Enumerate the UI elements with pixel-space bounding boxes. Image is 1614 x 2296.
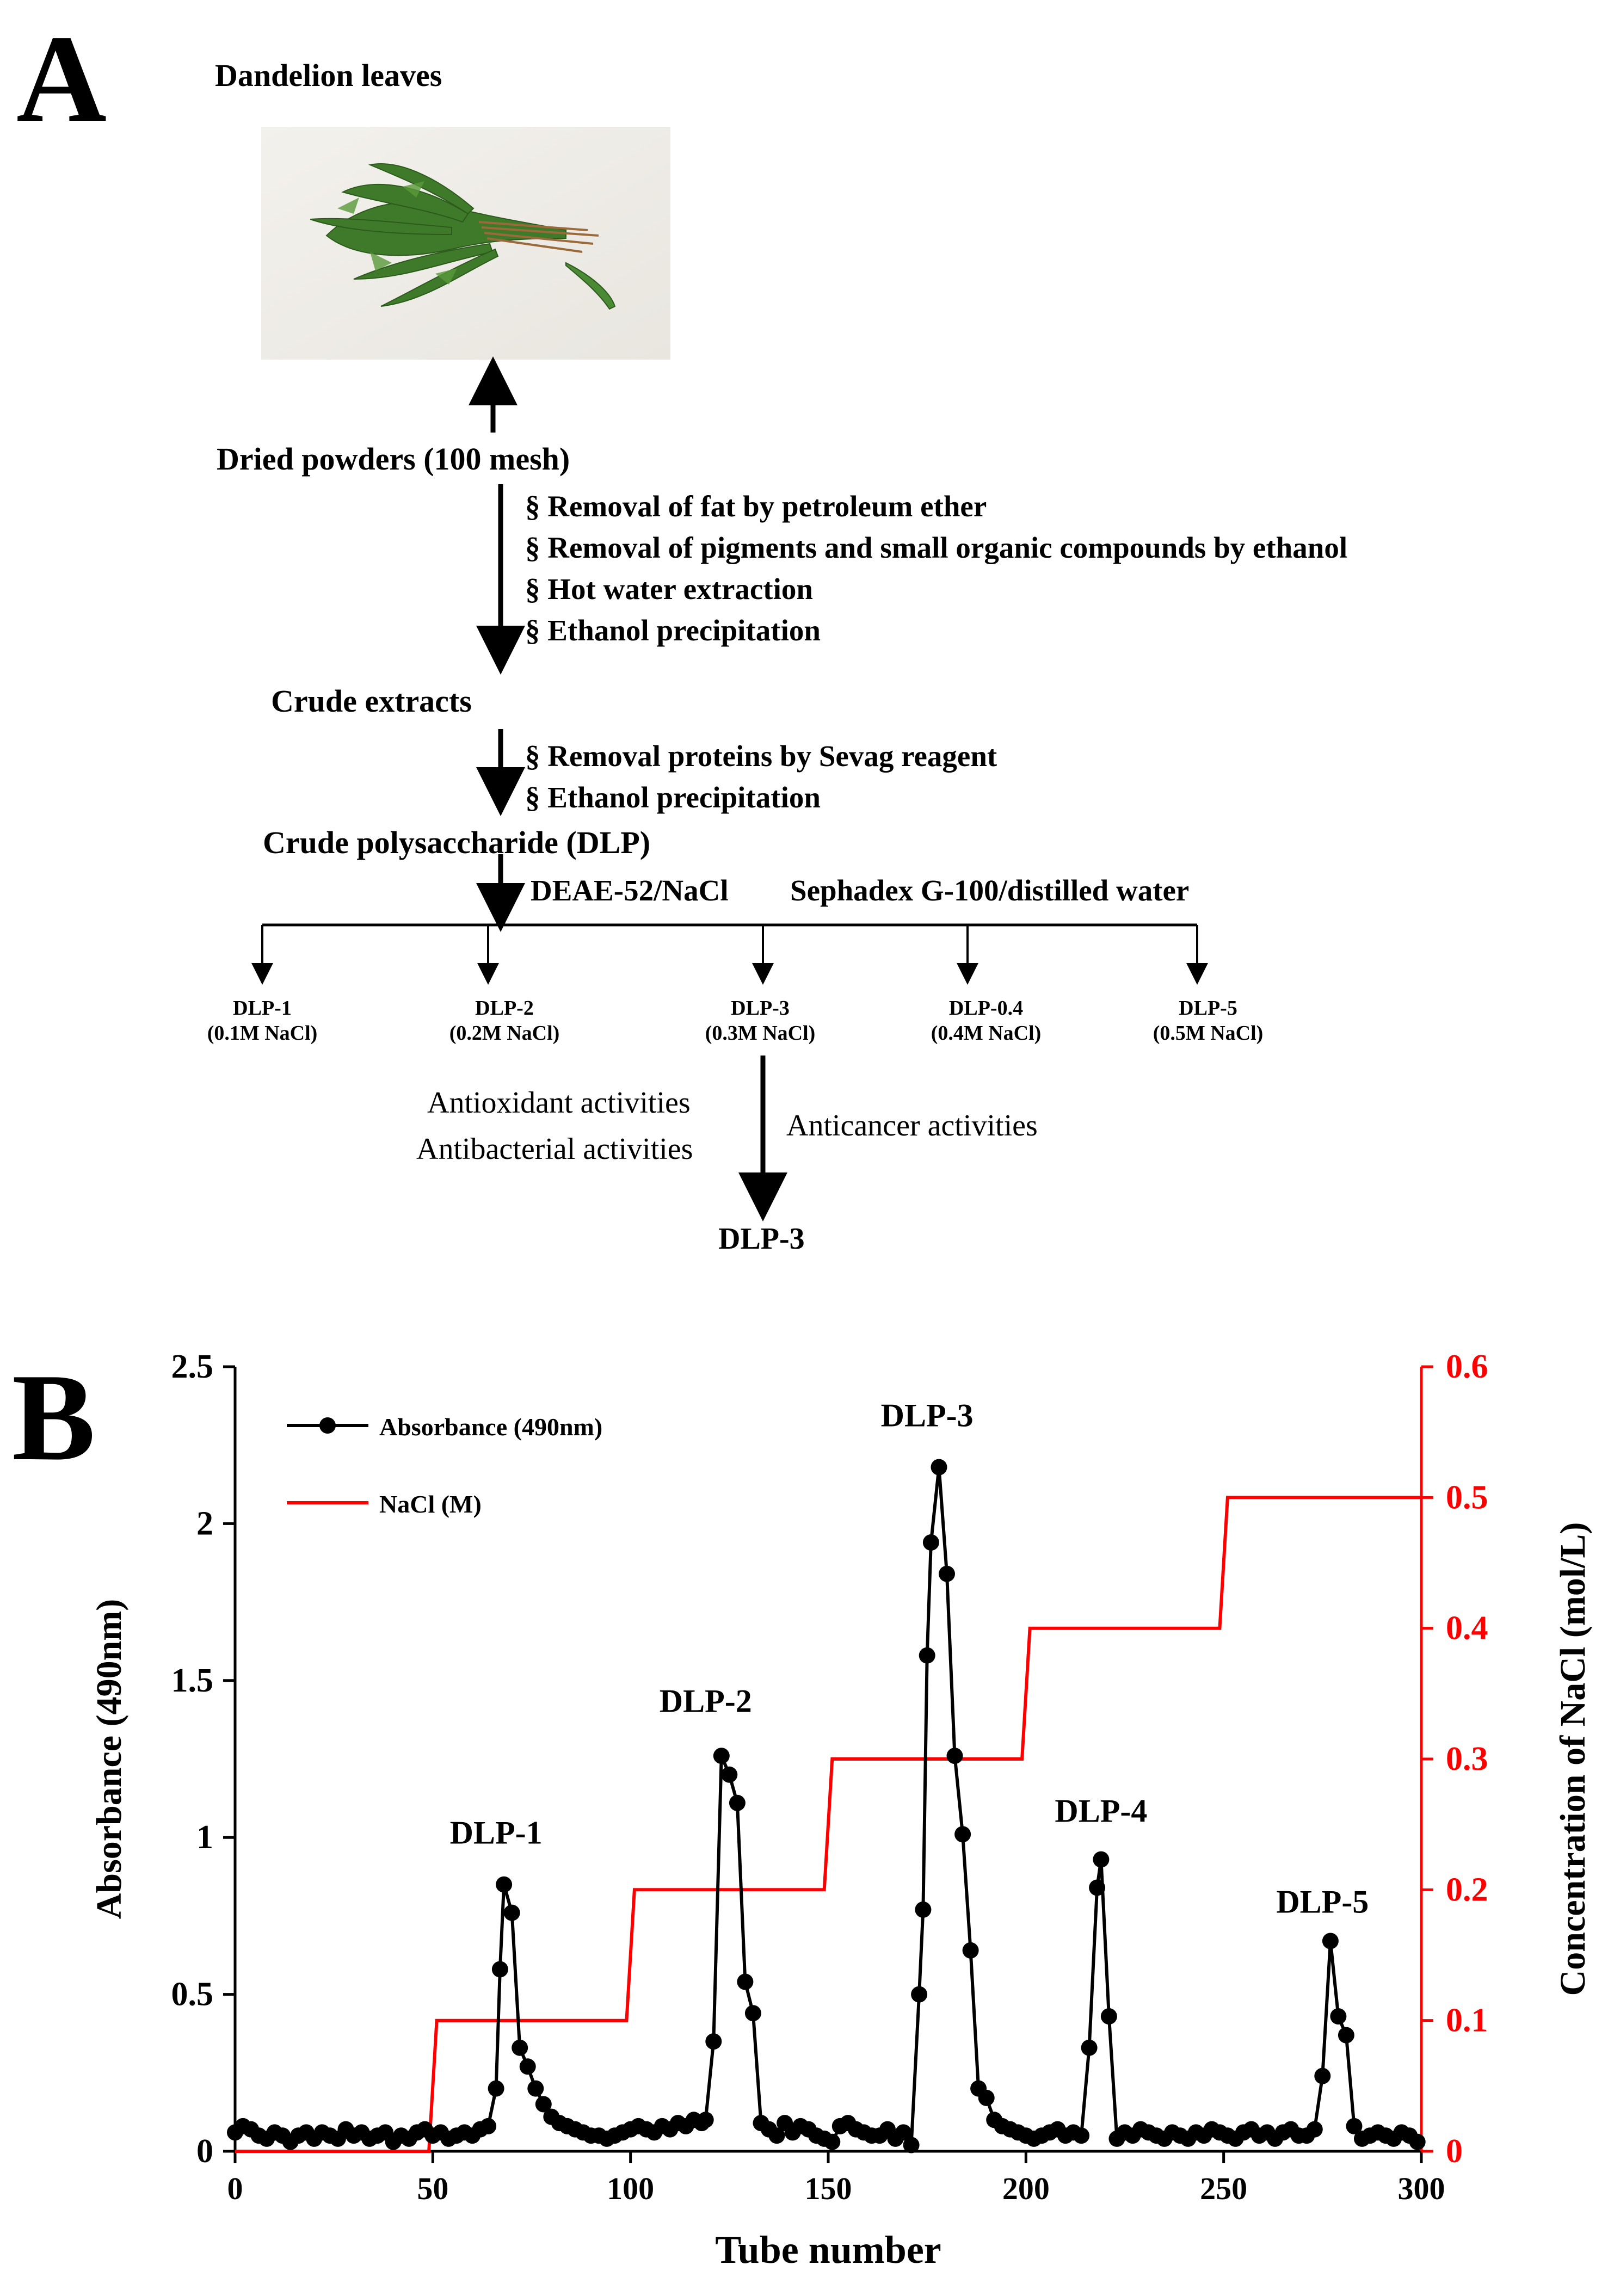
y-tick-label: 1.5	[171, 1662, 213, 1699]
absorbance-point	[1314, 2068, 1330, 2084]
y-tick-label: 0.5	[171, 1976, 213, 2013]
step-1-2: § Removal of pigments and small organic compounds by ethanol	[525, 531, 1348, 564]
absorbance-point	[963, 1942, 979, 1959]
panel-b-letter: B	[12, 1348, 96, 1486]
fraction-name: DLP-2	[475, 997, 534, 1020]
absorbance-point	[504, 1905, 520, 1921]
absorbance-point	[939, 1566, 955, 1582]
step-1-4: § Ethanol precipitation	[525, 614, 821, 647]
y2-tick-label: 0	[1446, 2133, 1463, 2170]
x-tick-label: 0	[227, 2171, 243, 2206]
fraction-condition: (0.3M NaCl)	[705, 1022, 816, 1045]
final-product-label: DLP-3	[718, 1222, 805, 1256]
y2-tick-label: 0.6	[1446, 1348, 1488, 1385]
fraction-name: DLP-3	[731, 997, 790, 1020]
absorbance-point	[488, 2081, 504, 2097]
absorbance-point	[919, 1647, 935, 1664]
absorbance-point	[713, 1748, 730, 1764]
y-tick-label: 0	[196, 2133, 213, 2170]
absorbance-point	[824, 2134, 840, 2150]
absorbance-point	[527, 2081, 544, 2097]
absorbance-point	[978, 2090, 995, 2106]
column-2-label: Sephadex G-100/distilled water	[790, 874, 1190, 907]
absorbance-point	[729, 1795, 746, 1811]
chart-legend	[287, 1413, 602, 1518]
fraction-name: DLP-5	[1179, 997, 1237, 1020]
absorbance-point	[1101, 2008, 1117, 2025]
chart-axes	[235, 1367, 1421, 2151]
x-tick-label: 150	[804, 2171, 852, 2206]
fraction-dlp-1	[153, 996, 371, 1046]
absorbance-point	[947, 1748, 963, 1764]
source-label: Dandelion leaves	[215, 58, 442, 93]
absorbance-point	[1338, 2027, 1354, 2044]
x-tick-label: 250	[1200, 2171, 1248, 2206]
chart-labels	[450, 1398, 1369, 1920]
y2-tick-label: 0.4	[1446, 1609, 1488, 1647]
absorbance-point	[737, 1974, 753, 1990]
y-tick-label: 2.5	[171, 1348, 213, 1385]
legend-nacl-label: NaCl (M)	[379, 1490, 482, 1518]
fraction-condition: (0.4M NaCl)	[931, 1022, 1042, 1045]
legend-absorbance-label: Absorbance (490nm)	[379, 1413, 603, 1441]
y2-tick-label: 0.5	[1446, 1479, 1488, 1516]
peak-label: DLP-3	[880, 1397, 974, 1434]
step-2-1: § Removal proteins by Sevag reagent	[525, 739, 997, 773]
absorbance-point	[931, 1459, 947, 1476]
absorbance-point	[1409, 2134, 1426, 2150]
panel-a-letter: A	[16, 9, 107, 148]
absorbance-point	[480, 2118, 496, 2134]
steps-2	[525, 736, 997, 818]
absorbance-point	[698, 2112, 714, 2128]
fraction-dlp-5	[1099, 996, 1317, 1046]
absorbance-point	[512, 2040, 528, 2056]
x-tick-label: 50	[417, 2171, 449, 2206]
absorbance-point	[923, 1534, 939, 1551]
crude-extracts-label: Crude extracts	[271, 683, 472, 719]
fraction-dlp-2	[396, 996, 613, 1046]
absorbance-point	[903, 2137, 920, 2153]
x-tick-label: 300	[1397, 2171, 1445, 2206]
absorbance-point	[492, 1961, 508, 1978]
absorbance-point	[915, 1902, 931, 1918]
step-1-1: § Removal of fat by petroleum ether	[525, 490, 987, 523]
fraction-condition: (0.5M NaCl)	[1153, 1022, 1264, 1045]
activity-antibacterial: Antibacterial activities	[416, 1132, 693, 1166]
crude-polysaccharide-label: Crude polysaccharide (DLP)	[263, 825, 651, 860]
y2-tick-label: 0.3	[1446, 1740, 1488, 1777]
absorbance-series	[227, 1459, 1426, 2153]
absorbance-point	[911, 1986, 927, 2003]
elution-chart	[0, 1306, 1614, 2296]
activity-antioxidant: Antioxidant activities	[427, 1086, 691, 1120]
absorbance-point	[745, 2005, 761, 2021]
x-tick-label: 200	[1002, 2171, 1050, 2206]
peak-label: DLP-4	[1055, 1793, 1148, 1829]
step-1-3: § Hot water extraction	[525, 572, 813, 606]
step-2-2: § Ethanol precipitation	[525, 781, 821, 814]
absorbance-point	[1081, 2040, 1098, 2056]
y2-tick-label: 0.2	[1446, 1871, 1488, 1909]
absorbance-point	[520, 2058, 536, 2075]
absorbance-point	[721, 1767, 737, 1783]
y2-tick-label: 0.1	[1446, 2002, 1488, 2039]
peak-label: DLP-5	[1276, 1884, 1369, 1920]
x-tick-label: 100	[607, 2171, 655, 2206]
absorbance-point	[1089, 1880, 1105, 1896]
peak-label: DLP-1	[449, 1814, 543, 1851]
absorbance-point	[1330, 2008, 1346, 2025]
absorbance-point	[1322, 1933, 1339, 1949]
legend-absorbance-marker	[319, 1417, 336, 1434]
dried-powders-label: Dried powders (100 mesh)	[217, 441, 570, 477]
column-1-label: DEAE-52/NaCl	[531, 874, 729, 907]
fraction-condition: (0.1M NaCl)	[207, 1022, 318, 1045]
x-axis-title: Tube number	[715, 2228, 941, 2272]
nacl-line	[235, 1497, 1421, 2151]
absorbance-point	[954, 1826, 971, 1842]
y-tick-label: 2	[196, 1505, 213, 1542]
absorbance-point	[1307, 2121, 1323, 2138]
absorbance-point	[1073, 2127, 1089, 2144]
y-axis-title: Absorbance (490nm)	[89, 1598, 129, 1919]
steps-1	[525, 486, 1347, 651]
y2-axis-title: Concentration of NaCl (mol/L)	[1553, 1522, 1593, 1996]
peak-label: DLP-2	[659, 1683, 752, 1719]
y-tick-label: 1	[196, 1819, 213, 1856]
absorbance-point	[1093, 1851, 1109, 1868]
fraction-dlp-4	[877, 996, 1095, 1046]
nacl-series	[235, 1497, 1421, 2151]
fraction-name: DLP-1	[233, 997, 292, 1020]
absorbance-line	[235, 1467, 1418, 2145]
absorbance-point	[705, 2033, 722, 2050]
absorbance-point	[496, 1877, 512, 1893]
fraction-dlp-3	[651, 996, 869, 1046]
activity-anticancer: Anticancer activities	[786, 1109, 1038, 1143]
fraction-name: DLP-0.4	[948, 997, 1024, 1020]
fraction-condition: (0.2M NaCl)	[449, 1022, 560, 1045]
